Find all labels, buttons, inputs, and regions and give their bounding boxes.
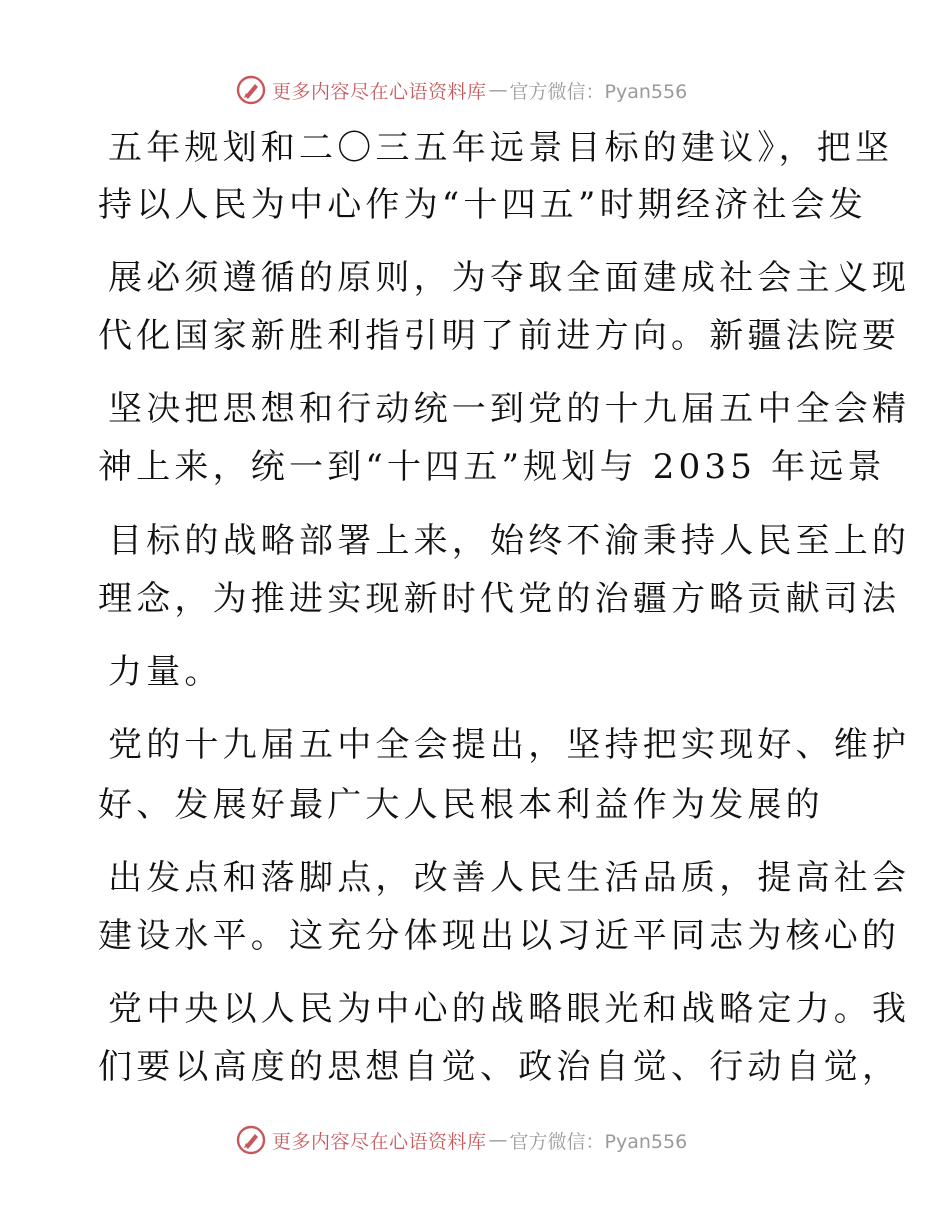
body-line: 代化国家新胜利指引明了前进方向。新疆法院要 bbox=[98, 316, 901, 356]
body-line: 五年规划和二〇三五年远景目标的建议》，把坚 bbox=[108, 128, 894, 168]
watermark-text: 更多内容尽在心语资料库 bbox=[272, 80, 487, 103]
header-watermark bbox=[236, 74, 687, 106]
body-line: 坚决把思想和行动统一到党的十九届五中全会精 bbox=[108, 389, 911, 429]
body-line: 们要以高度的思想自觉、政治自觉、行动自觉， bbox=[98, 1047, 901, 1087]
body-line: 党中央以人民为中心的战略眼光和战略定力。我 bbox=[108, 989, 911, 1029]
body-line: 出发点和落脚点，改善人民生活品质，提高社会 bbox=[108, 858, 911, 898]
watermark-account: 官方微信：Pyan556 bbox=[509, 80, 688, 103]
body-line: 党的十九届五中全会提出，坚持把实现好、维护 bbox=[108, 725, 911, 765]
watermark-separator: — bbox=[488, 1129, 508, 1151]
pen-logo-icon bbox=[236, 1125, 266, 1155]
body-line: 持以人民为中心作为“十四五”时期经济社会发 bbox=[98, 185, 867, 225]
body-line: 好、发展好最广大人民根本利益作为发展的 bbox=[98, 785, 824, 825]
footer-watermark bbox=[236, 1124, 687, 1156]
body-line: 力量。 bbox=[108, 652, 223, 692]
body-line: 展必须遵循的原则，为夺取全面建成社会主义现 bbox=[108, 258, 911, 298]
pen-logo-icon bbox=[236, 75, 266, 105]
watermark-text: 更多内容尽在心语资料库 bbox=[272, 1130, 487, 1153]
body-line: 目标的战略部署上来，始终不渝秉持人民至上的 bbox=[108, 521, 911, 561]
body-line: 理念，为推进实现新时代党的治疆方略贡献司法 bbox=[98, 579, 901, 619]
body-line: 建设水平。这充分体现出以习近平同志为核心的 bbox=[98, 916, 901, 956]
watermark-separator: — bbox=[488, 79, 508, 101]
watermark-account: 官方微信：Pyan556 bbox=[509, 1130, 688, 1153]
body-line: 神上来，统一到“十四五”规划与 2035 年远景 bbox=[98, 447, 886, 487]
